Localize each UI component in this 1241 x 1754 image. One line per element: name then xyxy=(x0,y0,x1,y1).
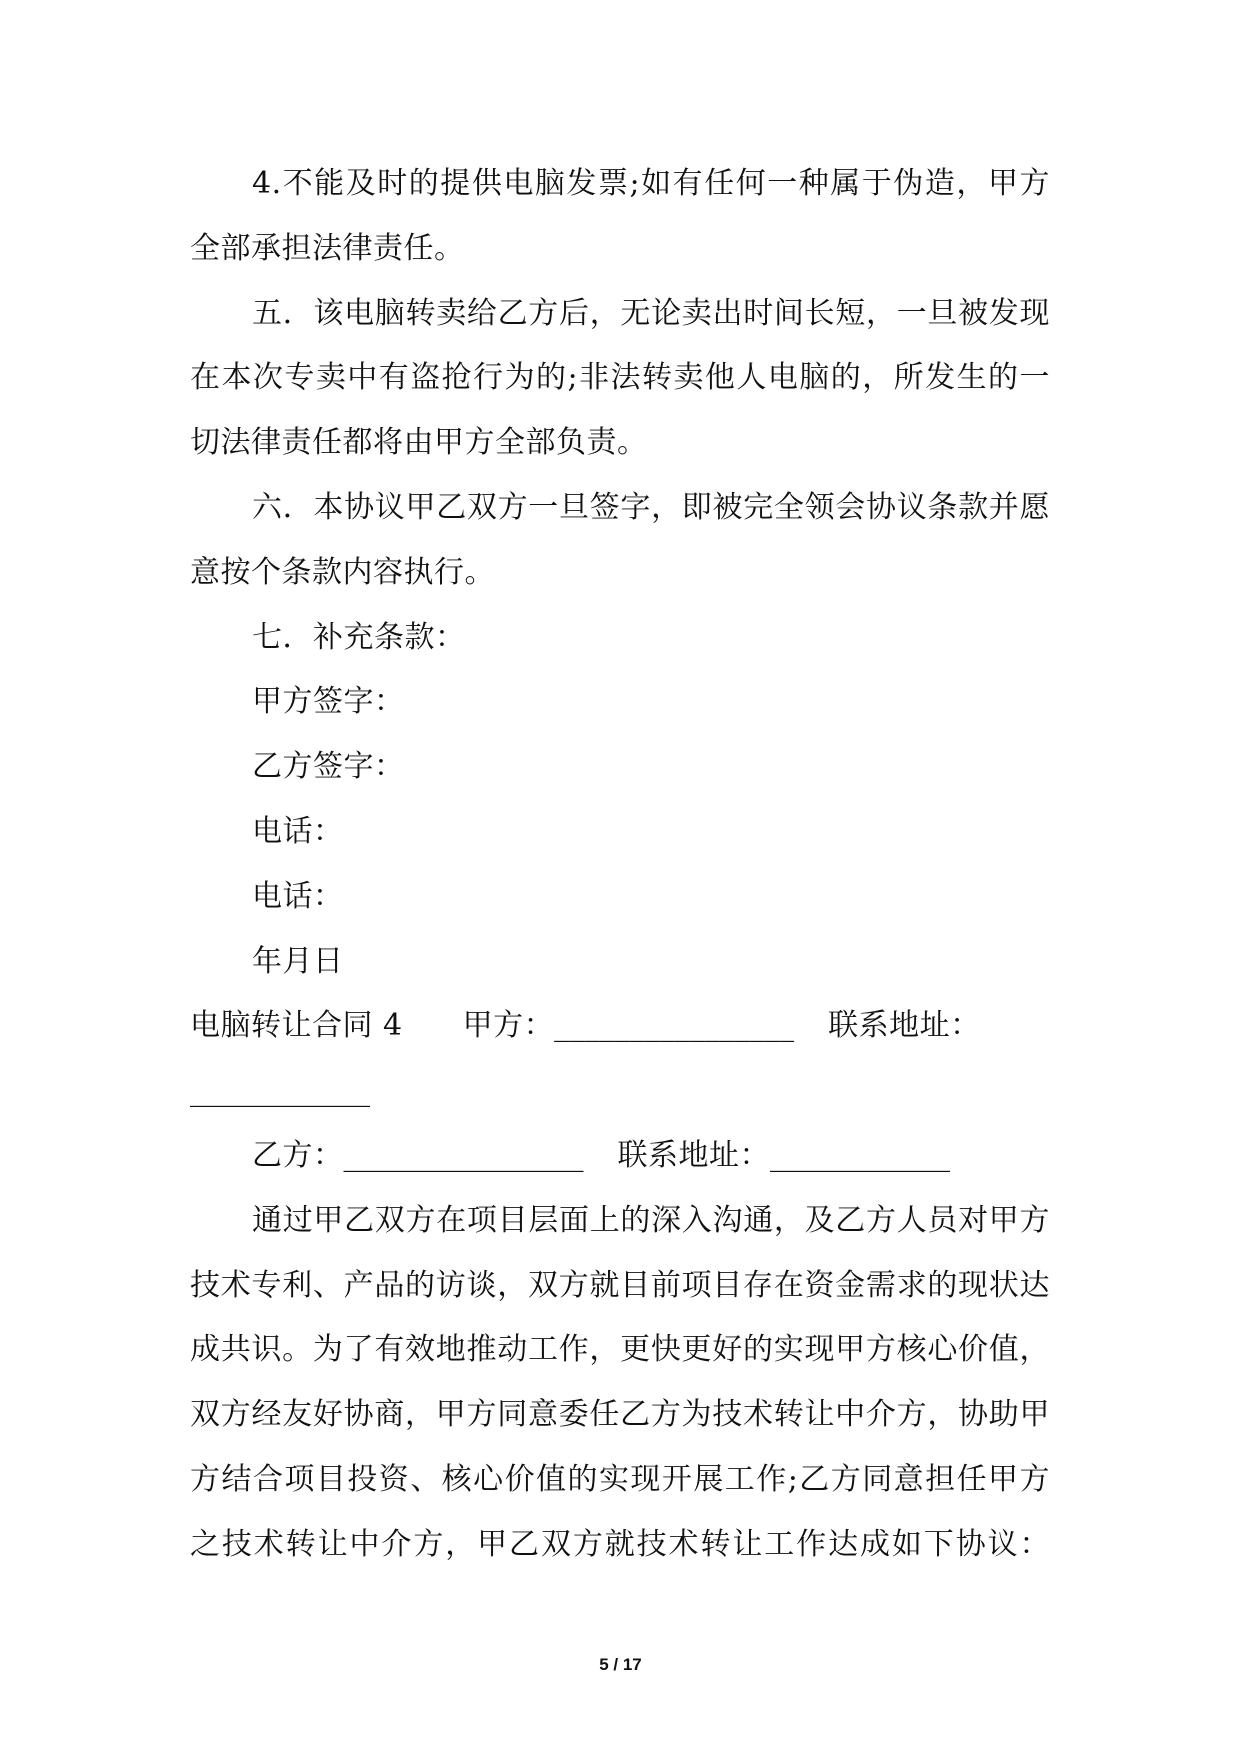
clause-6-line-2: 意按个条款内容执行。 xyxy=(190,554,495,590)
contract-header-row xyxy=(190,994,1050,1059)
page-number: 5 / 17 xyxy=(599,1655,642,1674)
phone-line-2: 电话： xyxy=(252,878,344,914)
contact-address-label: 联系地址： xyxy=(828,1008,981,1044)
intro-line-5: 方结合项目投资、核心价值的实现开展工作;乙方同意担任甲方 xyxy=(190,1461,1050,1497)
party-b-label: 乙方： xyxy=(252,1137,344,1173)
party-b-signature: 乙方签字： xyxy=(252,749,405,785)
intro-line-6: 之技术转让中介方，甲乙双方就技术转让工作达成如下协议： xyxy=(190,1526,1050,1562)
intro-line-1: 通过甲乙双方在项目层面上的深入沟通，及乙方人员对甲方 xyxy=(252,1202,1050,1238)
contact-address-blank-b: ____________ xyxy=(770,1137,950,1173)
contract-title: 电脑转让合同 4 xyxy=(190,1008,403,1044)
clause-7: 七．补充条款： xyxy=(252,619,466,655)
party-a-signature: 甲方签字： xyxy=(252,684,405,720)
contact-address-blank-a: ____________ xyxy=(190,1073,370,1109)
intro-line-2: 技术专利、产品的访谈，双方就目前项目存在资金需求的现状达 xyxy=(190,1267,1050,1303)
party-a-blank: ________________ xyxy=(554,1008,795,1044)
clause-6-line-1: 六．本协议甲乙双方一旦签字，即被完全领会协议条款并愿 xyxy=(252,489,1050,525)
phone-line-1: 电话： xyxy=(252,813,344,849)
party-b-blank: ________________ xyxy=(343,1137,584,1173)
party-a-label: 甲方： xyxy=(462,1008,555,1044)
contact-address-label-b: 联系地址： xyxy=(617,1137,770,1173)
document-body xyxy=(190,152,1050,1578)
intro-line-4: 双方经友好协商，甲方同意委任乙方为技术转让中介方，协助甲 xyxy=(190,1397,1050,1433)
clause-4-line-2: 全部承担法律责任。 xyxy=(190,230,465,266)
clause-5-line-1: 五．该电脑转卖给乙方后，无论卖出时间长短，一旦被发现 xyxy=(252,295,1050,331)
clause-4-line-1: 4.不能及时的提供电脑发票;如有任何一种属于伪造，甲方 xyxy=(252,166,1050,201)
intro-line-3: 成共识。为了有效地推动工作，更快更好的实现甲方核心价值， xyxy=(190,1332,1050,1368)
party-b-row xyxy=(190,1124,1050,1189)
date-line: 年月日 xyxy=(252,943,344,979)
contact-address-blank-row xyxy=(190,1059,1050,1124)
clause-5-line-2: 在本次专卖中有盗抢行为的;非法转卖他人电脑的，所发生的一 xyxy=(190,360,1050,396)
clause-5-line-3: 切法律责任都将由甲方全部负责。 xyxy=(190,425,648,461)
